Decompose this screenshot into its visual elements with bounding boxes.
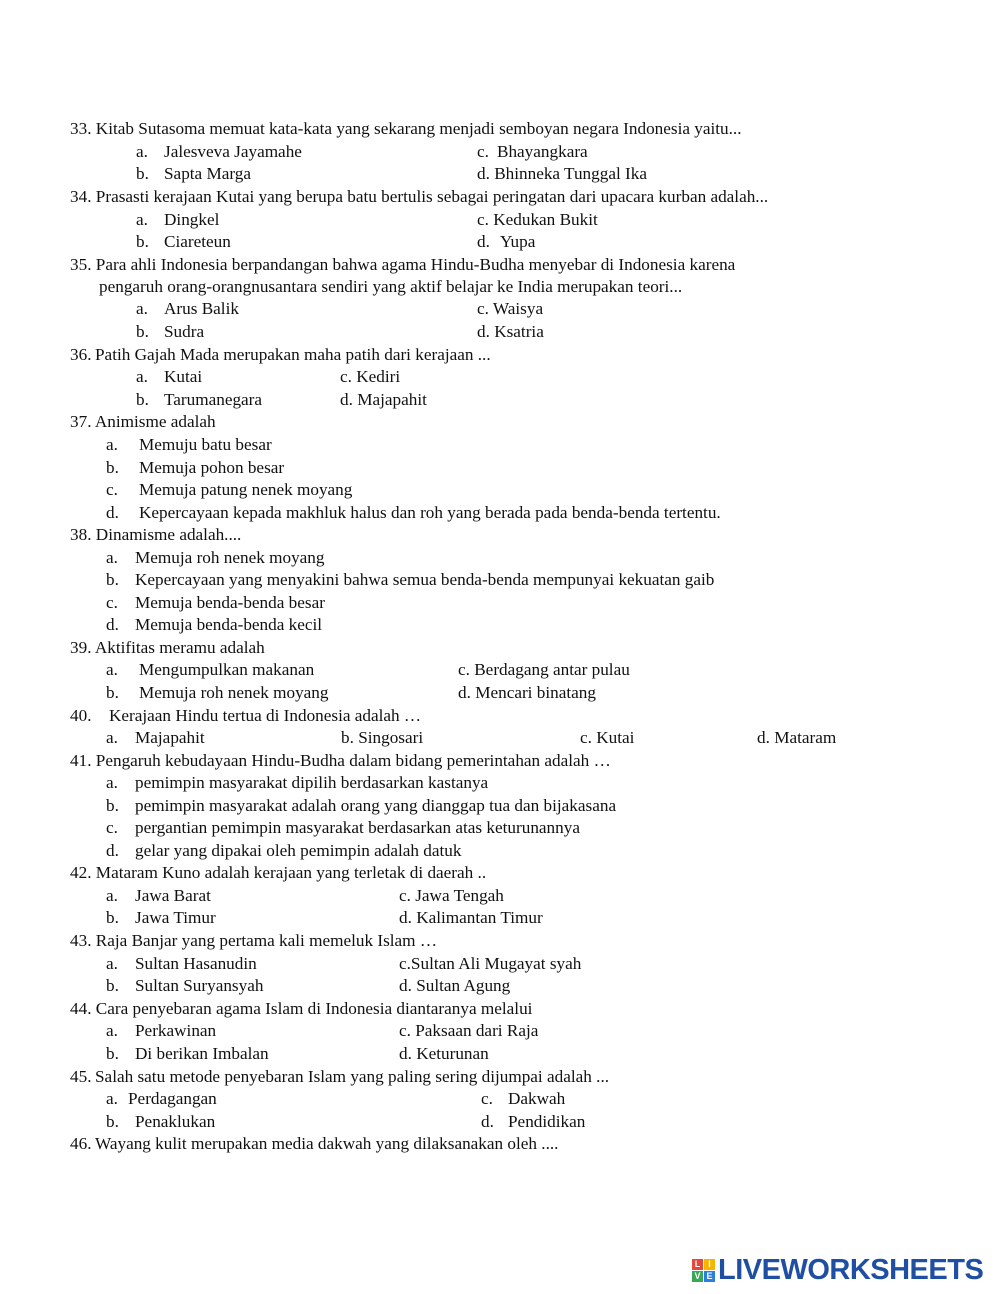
question-40-number: 40. bbox=[70, 706, 92, 725]
option-text: Kepercayaan yang menyakini bahwa semua benda-benda mempunyai kekuatan gaib bbox=[135, 570, 715, 589]
option-letter: a. bbox=[106, 773, 118, 792]
option-text: Kepercayaan kepada makhluk halus dan roh yang berada pada benda-benda tertentu. bbox=[139, 503, 721, 522]
option-text: Memuju batu besar bbox=[139, 435, 272, 454]
logo-mark-letter: L bbox=[692, 1259, 703, 1270]
question-39-stem: 39. Aktifitas meramu adalah bbox=[70, 638, 265, 657]
option-letter: c. bbox=[106, 593, 118, 612]
option-text: d. Majapahit bbox=[340, 390, 427, 409]
option-text: Memuja pohon besar bbox=[139, 458, 285, 477]
question-33-stem: 33. Kitab Sutasoma memuat kata-kata yang sekarang menjadi semboyan negara Indonesia yaitu... bbox=[70, 119, 742, 138]
option-letter: a. bbox=[106, 548, 118, 567]
option-letter: d. bbox=[477, 232, 490, 251]
option-letter: a. bbox=[136, 142, 148, 161]
question-38-stem: 38. Dinamisme adalah.... bbox=[70, 525, 242, 544]
option-text: d. Sultan Agung bbox=[399, 976, 511, 995]
option-letter: b. bbox=[136, 390, 149, 409]
option-letter: a. bbox=[106, 435, 118, 454]
logo-mark-letter: V bbox=[692, 1271, 703, 1282]
option-text: c. Waisya bbox=[477, 299, 544, 318]
option-text: Di berikan Imbalan bbox=[135, 1044, 269, 1063]
question-44-stem: 44. Cara penyebaran agama Islam di Indonesia diantaranya melalui bbox=[70, 999, 533, 1018]
option-text: Arus Balik bbox=[164, 299, 239, 318]
option-text: Memuja roh nenek moyang bbox=[139, 683, 329, 702]
option-text: c.Sultan Ali Mugayat syah bbox=[399, 954, 582, 973]
option-text: Dingkel bbox=[164, 210, 220, 229]
option-text: Perdagangan bbox=[128, 1089, 217, 1108]
option-text: Penaklukan bbox=[135, 1112, 216, 1131]
option-text: Memuja benda-benda kecil bbox=[135, 615, 323, 634]
option-letter: a. bbox=[136, 210, 148, 229]
option-letter: a. bbox=[106, 728, 118, 747]
option-letter: a. bbox=[106, 1021, 118, 1040]
option-letter: a. bbox=[106, 1089, 118, 1108]
option-letter: b. bbox=[136, 322, 149, 341]
option-text: Dakwah bbox=[508, 1089, 566, 1108]
option-letter: d. bbox=[106, 841, 119, 860]
option-text: Memuja benda-benda besar bbox=[135, 593, 325, 612]
question-36-number: 36. bbox=[70, 345, 92, 364]
option-text: b. Singosari bbox=[341, 728, 424, 747]
option-letter: b. bbox=[136, 164, 149, 183]
option-letter: c. bbox=[106, 818, 118, 837]
option-letter: d. bbox=[481, 1112, 494, 1131]
option-letter: a. bbox=[106, 954, 118, 973]
option-text: c. Jawa Tengah bbox=[399, 886, 504, 905]
option-text: Ciareteun bbox=[164, 232, 231, 251]
logo-mark-letter: E bbox=[704, 1271, 715, 1282]
question-35-stem: 35. Para ahli Indonesia berpandangan bahwa agama Hindu-Budha menyebar di Indonesia karena bbox=[70, 255, 736, 274]
option-text: d. Ksatria bbox=[477, 322, 544, 341]
option-text: Memuja patung nenek moyang bbox=[139, 480, 353, 499]
option-text: Jawa Barat bbox=[135, 886, 211, 905]
option-letter: b. bbox=[106, 458, 119, 477]
question-43-stem: 43. Raja Banjar yang pertama kali memeluk Islam … bbox=[70, 931, 438, 950]
option-text: gelar yang dipakai oleh pemimpin adalah datuk bbox=[135, 841, 462, 860]
question-34-stem: 34. Prasasti kerajaan Kutai yang berupa batu bertulis sebagai peringatan dari upacara kurban adalah... bbox=[70, 187, 769, 206]
option-text: Jalesveva Jayamahe bbox=[164, 142, 302, 161]
option-letter: b. bbox=[136, 232, 149, 251]
option-letter: b. bbox=[106, 1112, 119, 1131]
option-text: Tarumanegara bbox=[164, 390, 263, 409]
option-text: d. Mataram bbox=[757, 728, 837, 747]
option-letter: b. bbox=[106, 976, 119, 995]
question-41-stem: 41. Pengaruh kebudayaan Hindu-Budha dalam bidang pemerintahan adalah … bbox=[70, 751, 611, 770]
option-letter: b. bbox=[106, 908, 119, 927]
logo-text: LIVEWORKSHEETS bbox=[718, 1254, 984, 1286]
option-text: Yupa bbox=[500, 232, 536, 251]
option-text: c. Kediri bbox=[340, 367, 401, 386]
option-letter: d. bbox=[106, 615, 119, 634]
option-letter: a. bbox=[106, 886, 118, 905]
option-text: Sultan Suryansyah bbox=[135, 976, 264, 995]
option-letter: a. bbox=[136, 299, 148, 318]
question-35-stem-continued: pengaruh orang-orangnusantara sendiri yang aktif belajar ke India merupakan teori... bbox=[99, 277, 683, 296]
option-text: d. Bhinneka Tunggal Ika bbox=[477, 164, 647, 183]
option-text: Sudra bbox=[164, 322, 205, 341]
option-text: pemimpin masyarakat adalah orang yang dianggap tua dan bijakasana bbox=[135, 796, 617, 815]
option-letter: c. bbox=[481, 1089, 493, 1108]
option-letter: d. bbox=[106, 503, 119, 522]
option-text: c. Kedukan Bukit bbox=[477, 210, 598, 229]
option-text: c. Paksaan dari Raja bbox=[399, 1021, 539, 1040]
option-text: c. Kutai bbox=[580, 728, 635, 747]
question-36-stem: Patih Gajah Mada merupakan maha patih dari kerajaan ... bbox=[95, 345, 491, 364]
option-letter: b. bbox=[106, 570, 119, 589]
liveworksheets-logo[interactable] bbox=[692, 1253, 983, 1287]
option-letter: c. bbox=[477, 142, 489, 161]
option-text: pergantian pemimpin masyarakat berdasarkan atas keturunannya bbox=[135, 818, 580, 837]
question-45-stem: Salah satu metode penyebaran Islam yang paling sering dijumpai adalah ... bbox=[95, 1067, 610, 1086]
option-text: Mengumpulkan makanan bbox=[139, 660, 315, 679]
logo-mark-letter: I bbox=[704, 1259, 715, 1270]
option-text: c. Berdagang antar pulau bbox=[458, 660, 630, 679]
question-42-stem: 42. Mataram Kuno adalah kerajaan yang terletak di daerah .. bbox=[70, 863, 487, 882]
option-text: d. Keturunan bbox=[399, 1044, 489, 1063]
question-46-stem: Wayang kulit merupakan media dakwah yang dilaksanakan oleh .... bbox=[95, 1134, 559, 1153]
option-text: Jawa Timur bbox=[135, 908, 216, 927]
option-text: pemimpin masyarakat dipilih berdasarkan kastanya bbox=[135, 773, 489, 792]
option-letter: b. bbox=[106, 796, 119, 815]
option-text: Sapta Marga bbox=[164, 164, 252, 183]
option-text: Pendidikan bbox=[508, 1112, 586, 1131]
option-letter: b. bbox=[106, 1044, 119, 1063]
question-46-number: 46. bbox=[70, 1134, 92, 1153]
option-text: Memuja roh nenek moyang bbox=[135, 548, 325, 567]
option-text: Majapahit bbox=[135, 728, 205, 747]
option-letter: b. bbox=[106, 683, 119, 702]
option-text: Kutai bbox=[164, 367, 203, 386]
question-45-number: 45. bbox=[70, 1067, 92, 1086]
option-text: d. Kalimantan Timur bbox=[399, 908, 543, 927]
option-letter: a. bbox=[136, 367, 148, 386]
option-text: Perkawinan bbox=[135, 1021, 217, 1040]
option-letter: a. bbox=[106, 660, 118, 679]
liveworksheets-logo-icon bbox=[692, 1259, 715, 1282]
option-text: Sultan Hasanudin bbox=[135, 954, 257, 973]
option-text: d. Mencari binatang bbox=[458, 683, 596, 702]
option-letter: c. bbox=[106, 480, 118, 499]
question-40-stem: Kerajaan Hindu tertua di Indonesia adalah … bbox=[109, 706, 422, 725]
option-text: Bhayangkara bbox=[497, 142, 588, 161]
question-37-stem: 37. Animisme adalah bbox=[70, 412, 216, 431]
